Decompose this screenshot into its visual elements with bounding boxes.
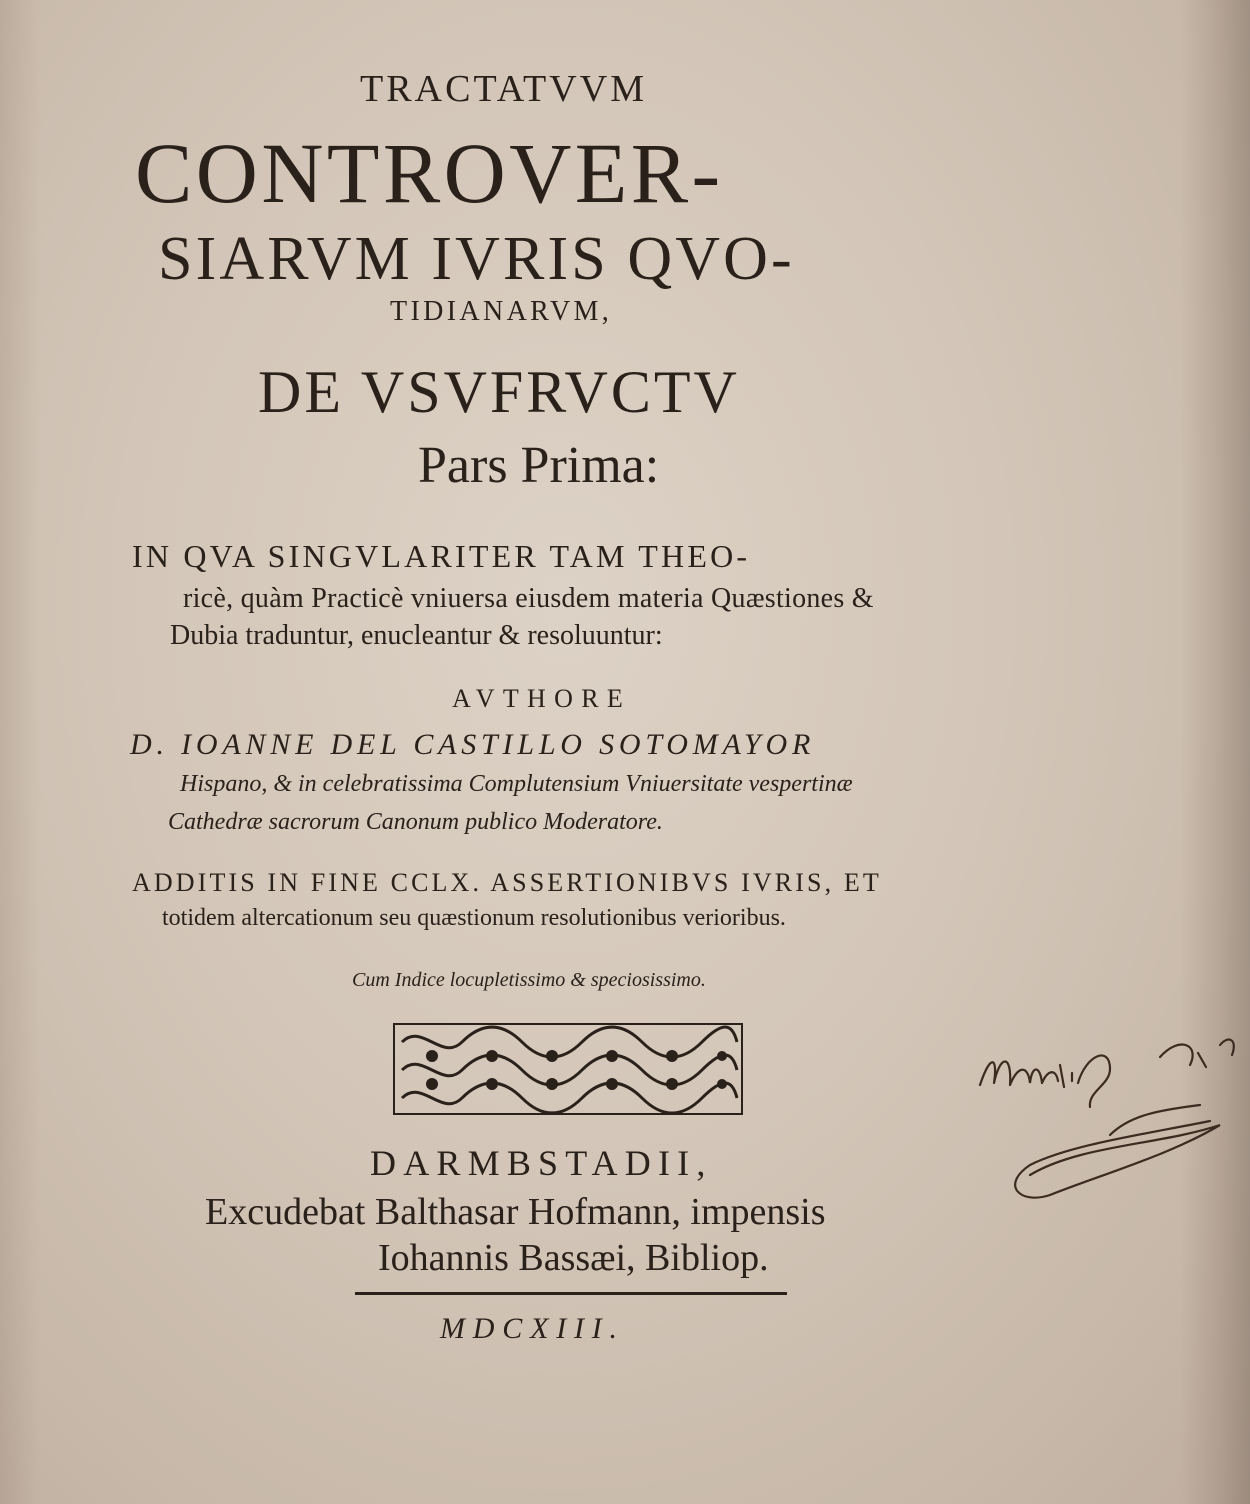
author-label: AVTHORE [452,684,632,713]
title-line-siarum: SIARVM IVRIS QVO- [158,225,795,293]
title-line-tidianarum: TIDIANARVM, [390,296,613,327]
horizontal-rule [355,1292,787,1295]
imprint-printer-1: Excudebat Balthasar Hofmann, impensis [205,1191,826,1233]
author-name: D. IOANNE DEL CASTILLO SOTOMAYOR [130,728,816,761]
title-line-controver: CONTROVER- [135,125,724,221]
subtitle-line-3: Dubia traduntur, enucleantur & resoluuntur: [170,620,663,651]
additis-line-2: totidem altercationum seu quæstionum resolutionibus verioribus. [162,905,786,931]
subtitle-line-1: IN QVA SINGVLARITER TAM THEO- [132,538,751,574]
imprint-printer-2: Iohannis Bassæi, Bibliop. [378,1237,769,1279]
handwritten-signature-icon [960,1025,1250,1215]
title-line-pars-prima: Pars Prima: [418,437,660,494]
imprint-place: DARMBSTADII, [370,1143,713,1183]
imprint-year: MDCXIII. [440,1312,625,1345]
title-line-de-usufructu: DE VSVFRVCTV [258,359,740,425]
index-note: Cum Indice locupletissimo & speciosissimo. [352,969,706,991]
additis-line-1: ADDITIS IN FINE CCLX. ASSERTIONIBVS IVRIS, ET [132,868,882,897]
page-shadow-left [0,0,40,1504]
author-description-1: Hispano, & in celebratissima Complutensium Vniuersitate vespertinæ [180,771,853,797]
subtitle-line-2: ricè, quàm Practicè vniuersa eiusdem materia Quæstiones & [183,583,874,614]
printers-ornament-icon [392,1022,744,1116]
title-line-tractatuum: TRACTATVVM [360,68,648,110]
author-description-2: Cathedræ sacrorum Canonum publico Moderatore. [168,809,663,835]
